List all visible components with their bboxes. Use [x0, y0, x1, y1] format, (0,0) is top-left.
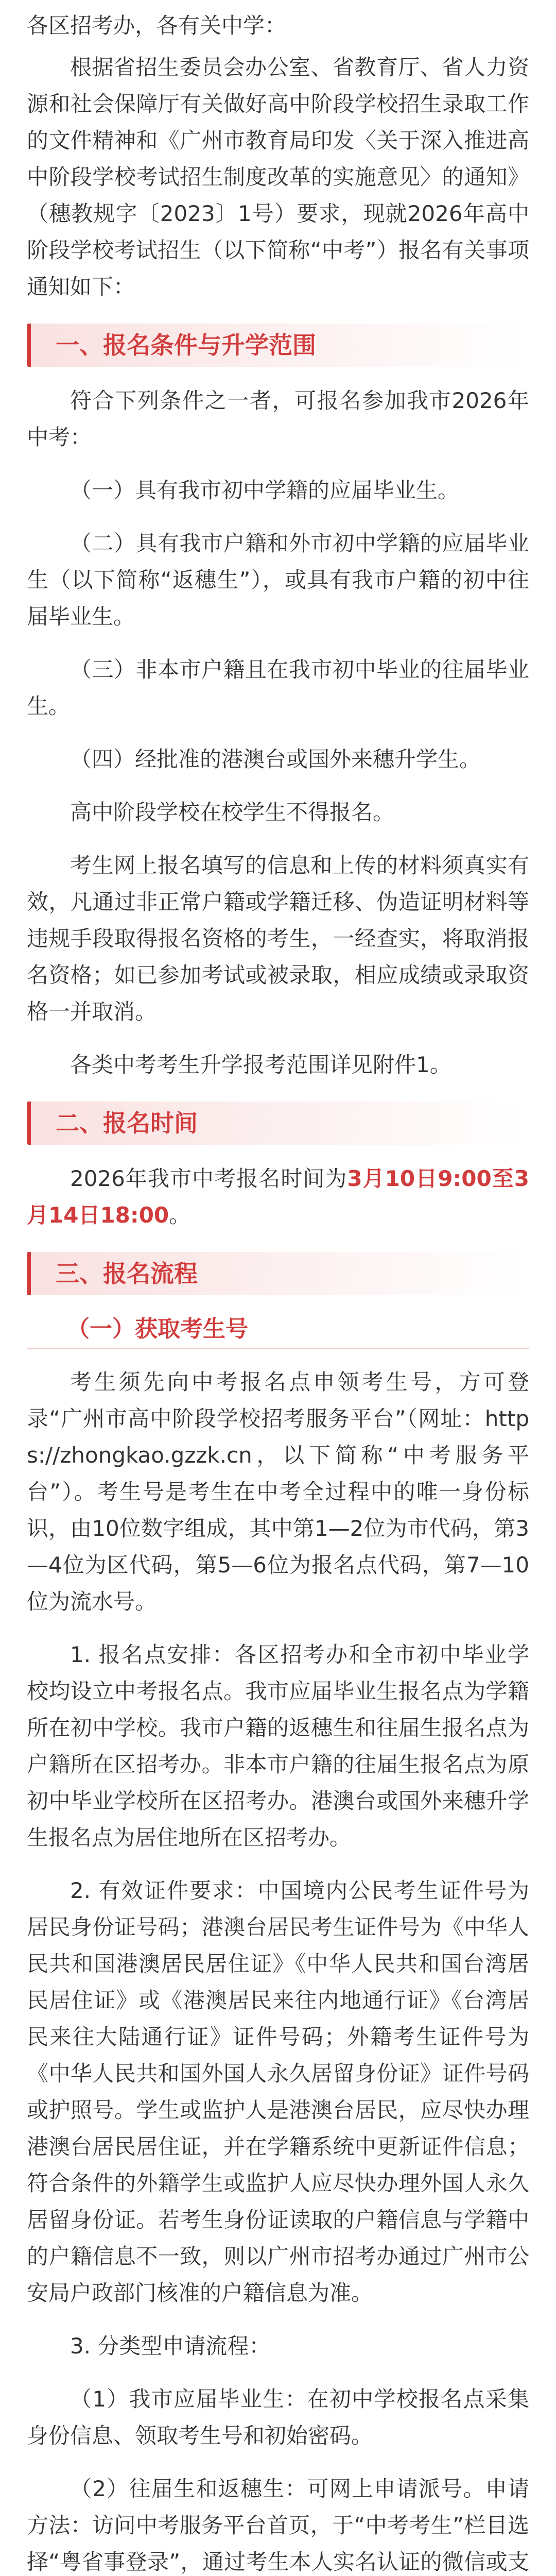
time-suffix: 。 [169, 1202, 191, 1228]
salutation: 各区招考办，各有关中学： [27, 13, 287, 38]
registration-period-highlight: 3月10日9:00至3月14日18:00 [27, 1166, 529, 1228]
condition-item: （三）非本市户籍且在我市初中毕业的往届毕业生。 [27, 657, 529, 719]
paragraph-candidate-number: 考生须先向中考报名点申领考生号，方可登录“广州市高中阶段学校招考服务平台”（网址：https://zhongkao.gzzk.cn，以下简称“中考服务平台”）。考生号是考生在中考全过程中的唯一身份标识，由10位数字组成，其中第1—2位为市代码，第3—4位为区代码，第5—6位为报名点代码，第7—10位为流水号。 [27, 1369, 529, 1614]
section-header-process [27, 1252, 529, 1295]
paragraph-registration-time [27, 1160, 529, 1233]
condition-item: （二）具有我市户籍和外市初中学籍的应届毕业生（以下简称“返穗生”），或具有我市户籍的初中往届毕业生。 [27, 531, 529, 629]
paragraph-process-by-type: 3. 分类型申请流程： [70, 2333, 271, 2359]
paragraph-integrity: 考生网上报名填写的信息和上传的材料须真实有效，凡通过非正常户籍或学籍迁移、伪造证明材料等违规手段取得报名资格的考生，一经查实，将取消报名资格；如已参加考试或被录取，相应成绩或录取资格一并取消。 [27, 853, 529, 1024]
subsection-title-candidate-number: （一）获取考生号 [27, 1311, 529, 1349]
time-prefix: 2026年我市中考报名时间为 [70, 1166, 348, 1191]
paragraph-eligibility-intro: 符合下列条件之一者，可报名参加我市2026年中考： [27, 388, 529, 450]
paragraph-attachment-ref: 各类中考考生升学报考范围详见附件1。 [70, 1052, 451, 1077]
section-header-registration-time [27, 1101, 529, 1145]
paragraph-valid-documents: 2. 有效证件要求：中国境内公民考生证件号为居民身份证号码；港澳台居民考生证件号为《中华人民共和国港澳居民居住证》《中华人民共和国台湾居民居住证》或《港澳居民来往内地通行证》《台湾居民来往大陆通行证》证件号码；外籍考生证件号为《中华人民共和国外国人永久居留身份证》证件号码或护照号。学生或监护人是港澳台居民，应尽快办理港澳台居民居住证，并在学籍系统中更新证件信息；符合条件的外籍学生或监护人应尽快办理外国人永久居留身份证。若考生身份证读取的户籍信息与学籍中的户籍信息不一致，则以广州市招考办通过广州市公安局户政部门核准的户籍信息为准。 [27, 1878, 529, 2306]
condition-item: （一）具有我市初中学籍的应届毕业生。 [70, 478, 460, 503]
condition-item: （四）经批准的港澳台或国外来穗升学生。 [70, 747, 481, 772]
paragraph-current-graduates: （1）我市应届毕业生：在初中学校报名点采集身份信息、领取考生号和初始密码。 [27, 2386, 529, 2448]
section-title-process: 三、报名流程 [56, 1260, 198, 1287]
section-title-registration-time: 二、报名时间 [56, 1109, 198, 1137]
paragraph-restriction: 高中阶段学校在校学生不得报名。 [70, 800, 395, 825]
paragraph-registration-points: 1. 报名点安排：各区招考办和全市初中毕业学校均设立中考报名点。我市应届毕业生报名点为学籍所在初中学校。我市户籍的返穗生和往届生报名点为户籍所在区招考办。非本市户籍的往届生报名点为原初中毕业学校所在区招考办。港澳台或国外来穗升学生报名点为居住地所在区招考办。 [27, 1642, 529, 1850]
paragraph-basis: 根据省招生委员会办公室、省教育厅、省人力资源和社会保障厅有关做好高中阶段学校招生录取工作的文件精神和《广州市教育局印发〈关于深入推进高中阶段学校考试招生制度改革的实施意见〉的通知》（穗教规字〔2023〕1号）要求，现就2026年高中阶段学校考试招生（以下简称“中考”）报名有关事项通知如下： [27, 55, 529, 299]
section-title-eligibility: 一、报名条件与升学范围 [56, 331, 316, 359]
section-header-eligibility [27, 324, 529, 367]
paragraph-previous-and-returning: （2）往届生和返穗生：可网上申请派号。申请方法：访问中考服务平台首页，于“中考考生”栏目选择“粤省事登录”，通过考生本人实名认证的微信或支 [27, 2476, 529, 2574]
